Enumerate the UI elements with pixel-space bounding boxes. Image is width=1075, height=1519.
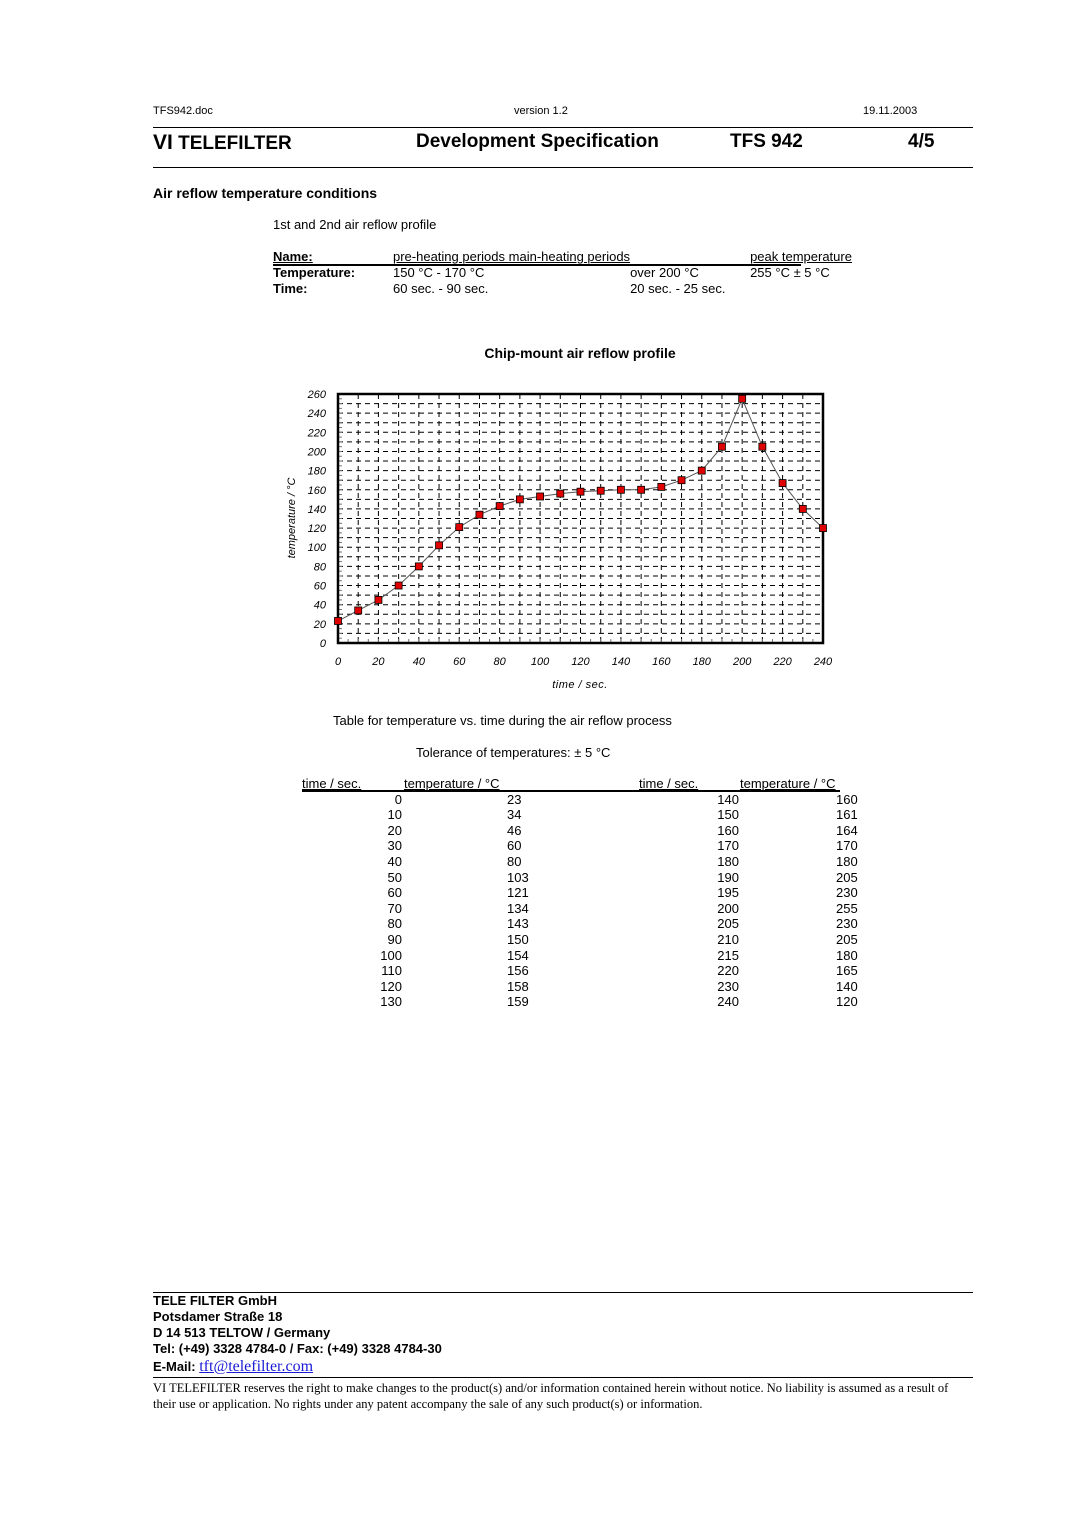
time-cell: 195	[717, 885, 739, 901]
data-point-marker	[355, 607, 362, 614]
x-tick-label: 100	[530, 656, 550, 668]
footer-email-row	[153, 1359, 442, 1375]
table-row	[302, 870, 529, 886]
time-cell: 240	[717, 994, 739, 1010]
time-cell: 160	[717, 822, 739, 838]
data-point-marker	[456, 524, 463, 531]
preheat-time: 60 sec. - 90 sec.	[393, 281, 489, 296]
x-tick-label: 120	[571, 656, 590, 668]
table-row	[302, 916, 529, 932]
company-name: TELEFILTER	[178, 133, 292, 154]
temperature-cell: 156	[507, 963, 529, 979]
table-row	[302, 963, 529, 979]
temperature-cell: 165	[836, 963, 858, 979]
x-tick-label: 20	[372, 656, 385, 668]
col-time-header: time / sec.	[639, 776, 699, 791]
mainheat-temperature: over 200 °C	[630, 265, 699, 280]
temperature-cell: 60	[507, 838, 522, 854]
table-row	[639, 792, 858, 808]
reflow-chart	[0, 0, 1075, 700]
y-tick-label: 220	[307, 427, 326, 440]
table-row	[639, 854, 858, 870]
time-cell: 120	[380, 978, 402, 994]
data-point-marker	[759, 443, 766, 450]
footer-city: D 14 513 TELTOW / Germany	[153, 1325, 331, 1340]
y-tick-label: 100	[307, 542, 326, 555]
table-caption: Table for temperature vs. time during the air reflow process	[333, 713, 672, 728]
x-tick-label: 220	[773, 656, 792, 668]
temperature-cell: 23	[507, 791, 522, 807]
y-tick-label: 20	[313, 618, 326, 631]
data-point-marker	[537, 493, 544, 500]
temperature-cell: 121	[507, 885, 529, 901]
temperature-cell: 180	[836, 947, 858, 963]
chart-grid	[338, 394, 823, 643]
table-row	[302, 948, 529, 964]
x-tick-label: 240	[813, 656, 833, 668]
table-row	[639, 838, 858, 854]
table-row	[639, 823, 858, 839]
data-point-marker	[375, 596, 382, 603]
time-cell: 0	[394, 791, 402, 807]
table-row	[639, 948, 858, 964]
name-label: Name:	[273, 249, 313, 264]
temperature-cell: 180	[836, 853, 858, 869]
time-label: Time:	[273, 281, 308, 296]
y-tick-label: 60	[313, 580, 326, 593]
time-cell: 170	[717, 838, 739, 854]
footer-rule-bottom	[153, 1377, 973, 1378]
mainheat-time: 20 sec. - 25 sec.	[630, 281, 726, 296]
time-cell: 130	[380, 994, 402, 1010]
data-point-marker	[577, 488, 584, 495]
x-tick-label: 60	[453, 656, 466, 668]
data-point-marker	[658, 483, 665, 490]
x-tick-label: 200	[732, 656, 752, 668]
table-row	[302, 792, 529, 808]
email-label: E-Mail:	[153, 1359, 200, 1374]
preheat-name: pre-heating periods	[393, 249, 506, 264]
y-tick-label: 140	[307, 503, 326, 516]
data-point-marker	[557, 490, 564, 497]
temperature-cell: 134	[507, 900, 529, 916]
data-point-marker	[678, 477, 685, 484]
time-cell: 30	[387, 838, 402, 854]
x-tick-label: 140	[611, 656, 631, 668]
chart-title: Chip-mount air reflow profile	[484, 345, 676, 361]
tolerance-note: Tolerance of temperatures: ± 5 °C	[416, 745, 611, 760]
preheat-temperature: 150 °C - 170 °C	[393, 265, 485, 280]
time-cell: 205	[717, 916, 739, 932]
time-cell: 100	[380, 947, 402, 963]
data-point-marker	[638, 486, 645, 493]
data-table-left	[302, 776, 529, 1010]
temperature-cell: 150	[507, 931, 529, 947]
data-point-marker	[496, 503, 503, 510]
time-cell: 50	[387, 869, 402, 885]
data-point-marker	[476, 511, 483, 518]
table-row	[302, 901, 529, 917]
data-point-marker	[779, 480, 786, 487]
section-subtitle: 1st and 2nd air reflow profile	[273, 217, 437, 232]
table-row	[302, 994, 529, 1010]
page-number: 4/5	[908, 131, 935, 152]
table-row	[639, 994, 858, 1010]
temperature-cell: 230	[836, 885, 858, 901]
x-tick-label: 0	[334, 656, 342, 668]
time-cell: 230	[717, 978, 739, 994]
time-cell: 90	[387, 931, 402, 947]
data-point-marker	[516, 496, 523, 503]
email-link[interactable]: tft@telefilter.com	[199, 1358, 314, 1375]
table-row	[639, 885, 858, 901]
temperature-cell: 34	[507, 807, 522, 823]
temperature-cell: 205	[836, 869, 858, 885]
y-tick-label: 80	[313, 561, 326, 574]
col-temp-header: temperature / °C	[740, 776, 836, 791]
data-point-marker	[698, 467, 705, 474]
temperature-cell: 103	[507, 869, 529, 885]
disclaimer: VI TELEFILTER reserves the right to make changes to the product(s) and/or information contained herein without notice. No liability is assumed as a result of their use or application. No rights under any patent accompany the sale of any such product(s) or information.	[153, 1381, 949, 1411]
data-point-marker	[739, 395, 746, 402]
time-cell: 180	[717, 853, 739, 869]
doc-version: version 1.2	[514, 105, 568, 117]
col-time-header: time / sec.	[302, 776, 362, 791]
y-tick-label: 240	[307, 408, 326, 421]
temperature-cell: 140	[836, 978, 858, 994]
x-tick-label: 180	[692, 656, 711, 668]
temperature-cell: 161	[836, 807, 858, 823]
time-cell: 220	[717, 963, 739, 979]
temperature-cell: 159	[507, 994, 529, 1010]
table-row	[302, 823, 529, 839]
table-row	[302, 932, 529, 948]
table-row	[639, 870, 858, 886]
data-point-marker	[335, 617, 342, 624]
temperature-cell: 154	[507, 947, 529, 963]
table-row	[302, 979, 529, 995]
temperature-label: Temperature:	[273, 265, 356, 280]
doc-date: 19.11.2003	[863, 105, 918, 117]
time-cell: 110	[381, 963, 402, 979]
y-tick-label: 0	[319, 638, 326, 650]
time-cell: 60	[387, 885, 402, 901]
y-tick-label: 160	[307, 484, 326, 497]
peak-name: peak temperature	[750, 249, 852, 264]
data-point-marker	[395, 582, 402, 589]
temperature-cell: 230	[836, 916, 858, 932]
temperature-cell: 158	[507, 978, 529, 994]
time-cell: 150	[717, 807, 739, 823]
temperature-cell: 46	[507, 822, 522, 838]
y-axis-label: temperature / °C	[286, 477, 298, 559]
x-axis-label: time / sec.	[552, 679, 608, 691]
time-cell: 200	[717, 900, 739, 916]
data-point-marker	[820, 525, 827, 532]
data-point-marker	[799, 505, 806, 512]
temperature-cell: 205	[836, 931, 858, 947]
company-prefix: VI	[153, 131, 173, 154]
temperature-cell: 255	[836, 900, 858, 916]
data-point-marker	[436, 542, 443, 549]
data-point-marker	[617, 486, 624, 493]
doc-id: TFS 942	[730, 131, 803, 152]
doc-type: Development Specification	[416, 131, 659, 152]
section-title: Air reflow temperature conditions	[153, 185, 378, 201]
x-tick-label: 80	[493, 656, 506, 668]
table-row	[639, 901, 858, 917]
data-point-marker	[415, 563, 422, 570]
data-point-marker	[597, 487, 604, 494]
time-cell: 40	[387, 853, 402, 869]
temperature-cell: 170	[836, 838, 858, 854]
temperature-cell: 80	[507, 853, 522, 869]
data-point-marker	[718, 443, 725, 450]
y-tick-label: 260	[307, 389, 326, 401]
y-tick-label: 200	[307, 446, 326, 459]
footer-street: Potsdamer Straße 18	[153, 1309, 283, 1324]
table-row	[639, 932, 858, 948]
x-tick-label: 40	[412, 656, 425, 668]
y-tick-label: 180	[307, 465, 326, 478]
data-table-right	[639, 776, 858, 1010]
time-cell: 190	[717, 869, 739, 885]
y-tick-label: 40	[313, 599, 326, 612]
time-cell: 10	[387, 807, 402, 823]
table-row	[302, 885, 529, 901]
doc-filename: TFS942.doc	[153, 105, 213, 117]
col-temp-header: temperature / °C	[404, 776, 500, 791]
temperature-cell: 164	[836, 822, 858, 838]
table-row	[639, 807, 858, 823]
time-cell: 80	[387, 916, 402, 932]
table-row	[302, 807, 529, 823]
table-row	[302, 838, 529, 854]
table-row	[302, 854, 529, 870]
time-cell: 20	[387, 822, 402, 838]
time-cell: 210	[717, 931, 739, 947]
temperature-cell: 160	[836, 791, 858, 807]
time-cell: 215	[717, 947, 739, 963]
table-row	[639, 916, 858, 932]
table-row	[639, 979, 858, 995]
footer-phone: Tel: (+49) 3328 4784-0 / Fax: (+49) 3328 4784-30	[153, 1341, 442, 1356]
footer-company: TELE FILTER GmbH	[153, 1293, 277, 1308]
x-tick-label: 160	[652, 656, 671, 668]
peak-temperature: 255 °C ± 5 °C	[750, 265, 830, 280]
temperature-cell: 120	[836, 994, 858, 1010]
y-tick-label: 120	[307, 523, 326, 536]
mainheat-name: main-heating periods	[508, 249, 631, 264]
time-cell: 70	[387, 900, 402, 916]
temperature-cell: 143	[507, 916, 529, 932]
time-cell: 140	[717, 791, 739, 807]
footer-address	[153, 1293, 442, 1375]
table-row	[639, 963, 858, 979]
